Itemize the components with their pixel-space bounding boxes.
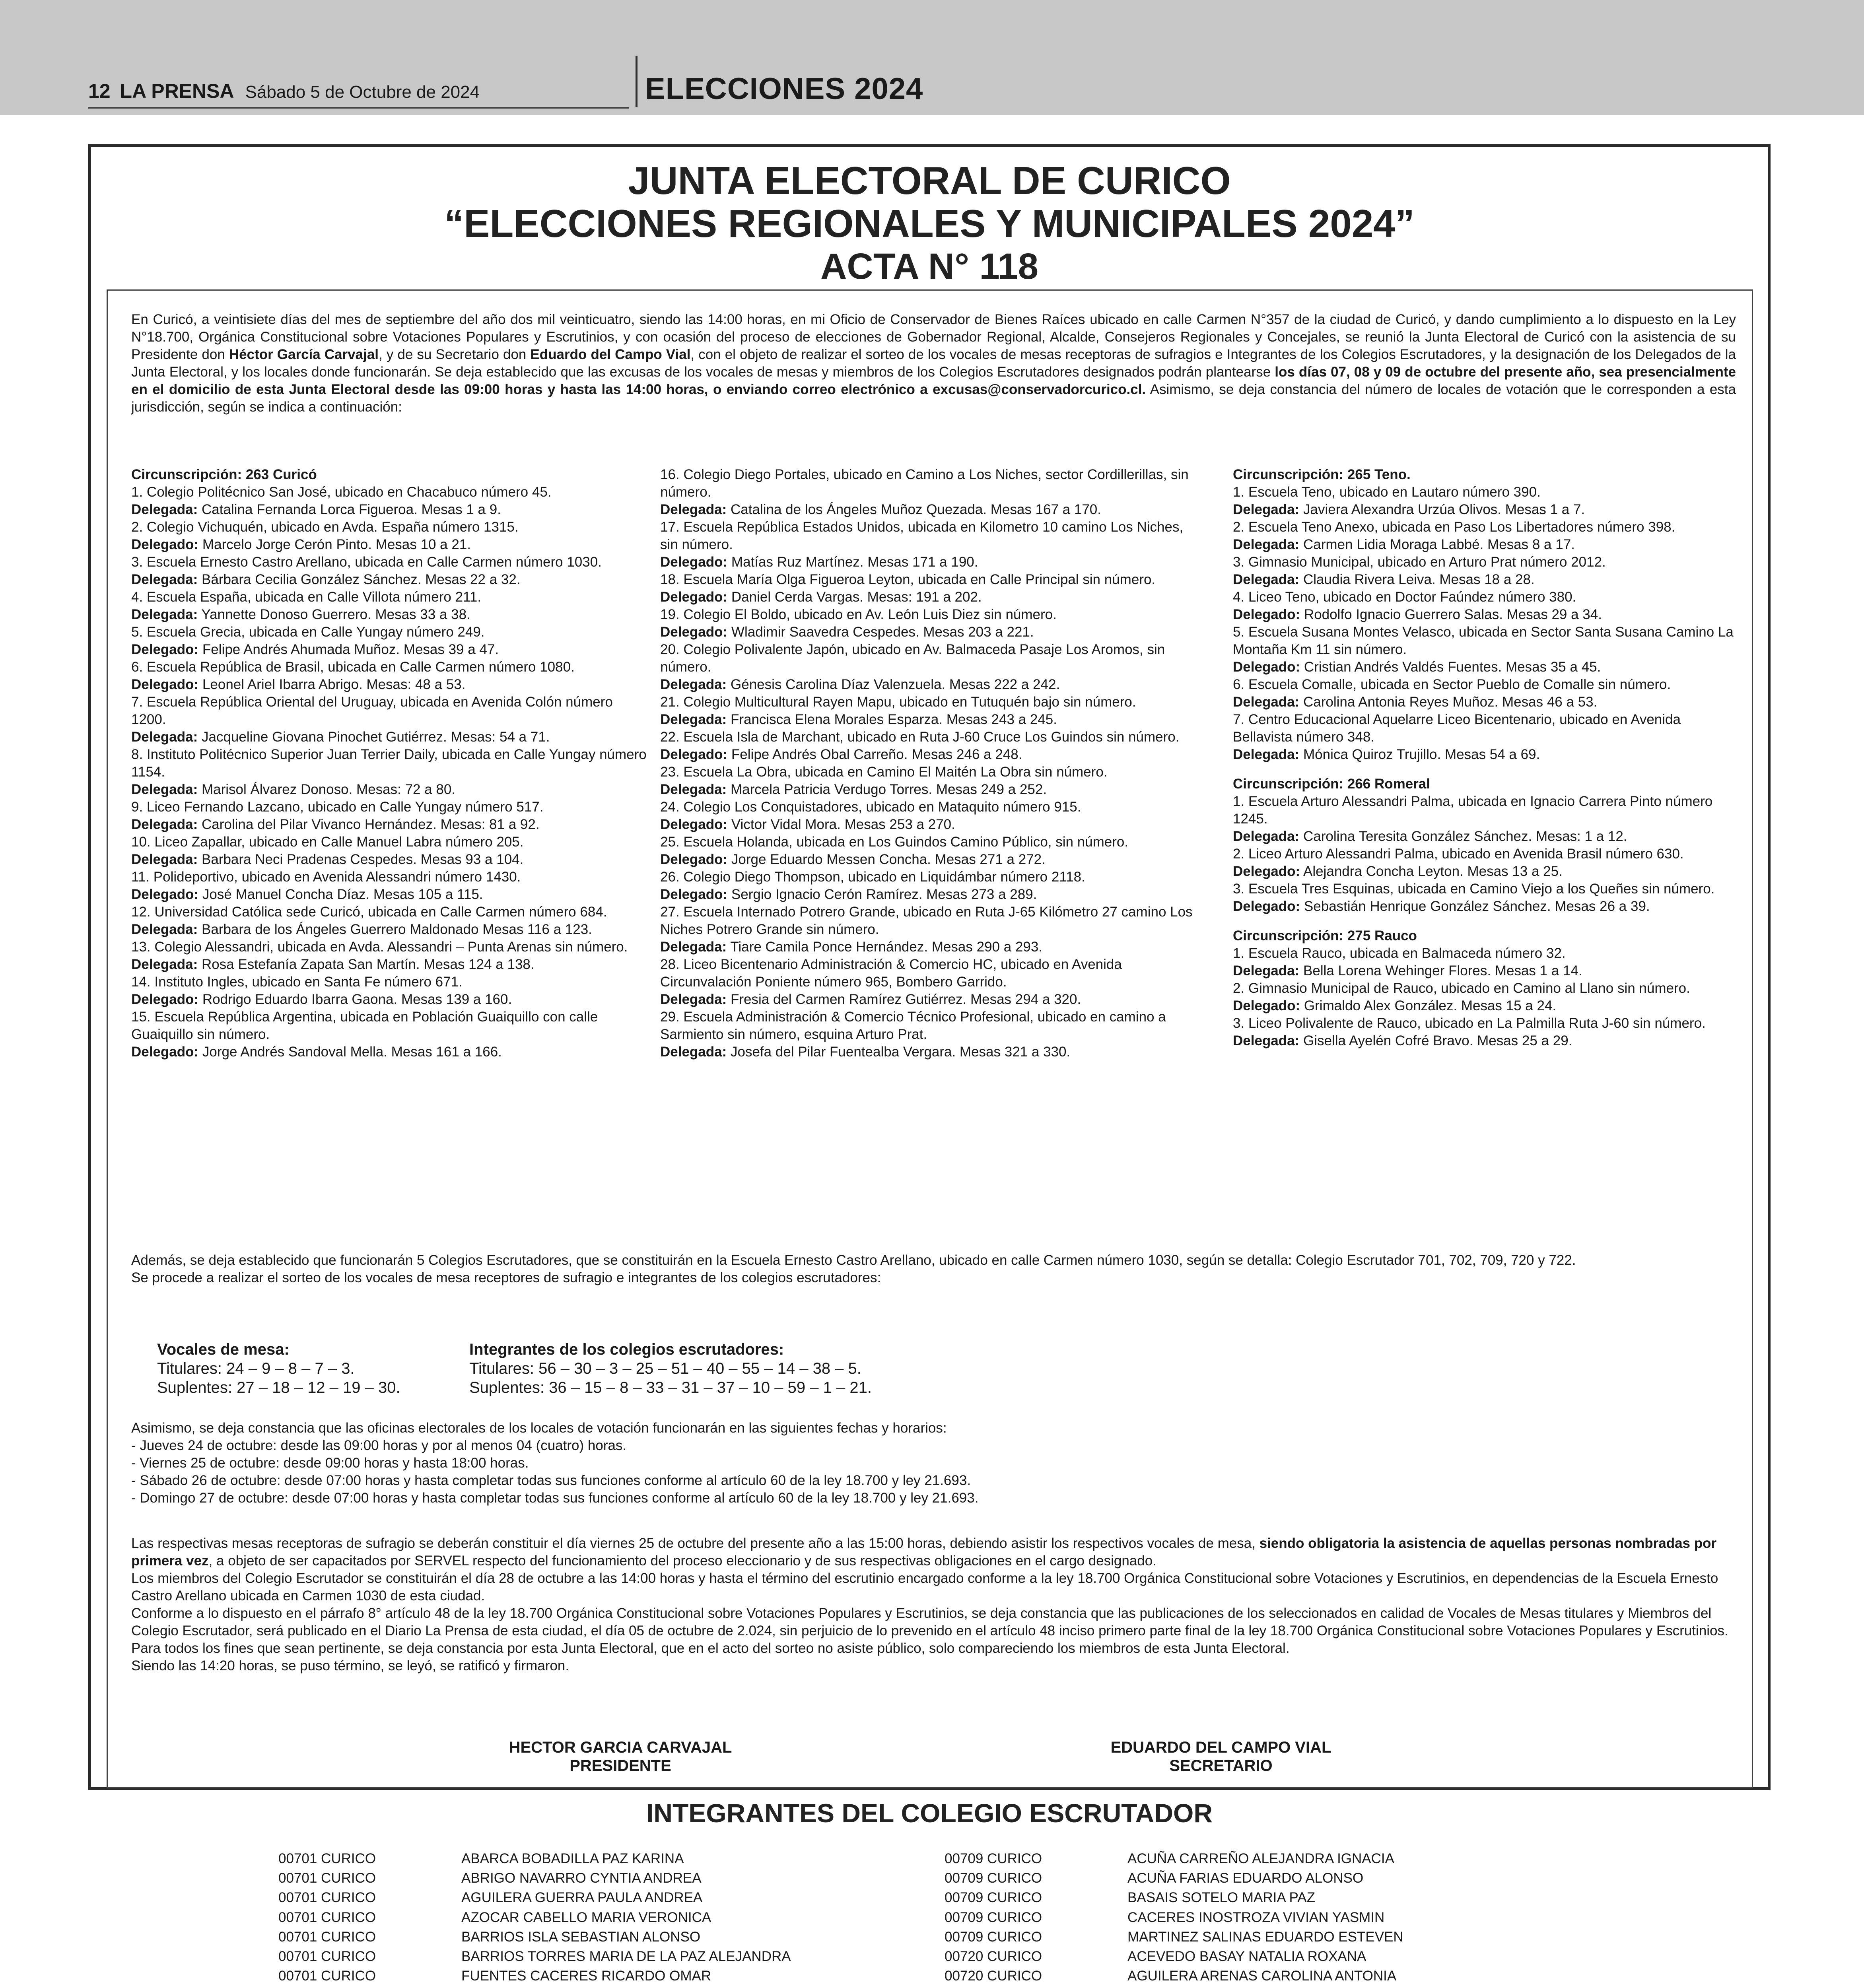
colegio-code: 00701 CURICO (278, 1870, 376, 1886)
delegate-label: Delegado: (131, 1044, 199, 1060)
delegate-details: Catalina de los Ángeles Muñoz Quezada. Mesas 167 a 170. (727, 502, 1101, 517)
delegate-line (1233, 606, 1738, 623)
delegate-details: Felipe Andrés Ahumada Muñoz. Mesas 39 a 47. (198, 642, 499, 657)
header-divider (636, 56, 638, 107)
delegate-label: Delegada: (131, 607, 198, 622)
polling-place: 17. Escuela República Estados Unidos, ubicada en Kilometro 10 camino Los Niches, sin número. (660, 519, 1184, 552)
delegate-details: Victor Vidal Mora. Mesas 253 a 270. (727, 817, 955, 832)
roster-row (945, 1849, 1457, 1868)
closing-bold: siendo obligatoria la asistencia de aquellas personas nombradas por primera vez (131, 1536, 1717, 1569)
polling-places-column-3 (1233, 466, 1738, 1050)
delegate-line (1233, 501, 1738, 518)
delegate-line (660, 623, 1203, 641)
closing-paragraphs (131, 1535, 1736, 1675)
delegate-line (131, 536, 648, 553)
delegate-label: Delegada: (131, 957, 198, 972)
intro-text: , con el objeto de realizar el sorteo de los vocales de mesas receptoras de sufragios e Integrantes de los Colegios Escrutadores, y la designación de los Delegados de la Junta Electoral, y los locales donde funcionarán. Se deja establecido que las excusas de los vocales de mesas y miembros de los Colegios Escrutadores designados podrán plantearse (131, 347, 1736, 380)
delegate-line (131, 921, 648, 938)
roster-row (278, 1888, 791, 1907)
delegate-line (660, 991, 1203, 1008)
colegio-code: 00709 CURICO (945, 1870, 1042, 1886)
delegate-line (660, 781, 1203, 798)
delegate-label: Delegado: (660, 852, 728, 867)
colegio-code: 00709 CURICO (945, 1890, 1042, 1906)
member-name: ABRIGO NAVARRO CYNTIA ANDREA (461, 1870, 702, 1886)
polling-place: 28. Liceo Bicentenario Administración & Comercio HC, ubicado en Avenida Circunvalación Poniente número 965, Bombero Garrido. (660, 957, 1122, 990)
delegate-details: Jacqueline Giovana Pinochet Gutiérrez. Mesas: 54 a 71. (198, 729, 550, 745)
integrantes-block (469, 1340, 872, 1397)
delegate-label: Delegado: (660, 589, 728, 605)
polling-place: 9. Liceo Fernando Lazcano, ubicado en Calle Yungay número 517. (131, 799, 544, 815)
polling-place: 21. Colegio Multicultural Rayen Mapu, ubicado en Tutuquén bajo sin número. (660, 694, 1136, 710)
circunscripcion-heading: Circunscripción: 265 Teno. (1233, 467, 1411, 482)
delegate-line (660, 676, 1203, 693)
delegate-details: Grimaldo Alex González. Mesas 15 a 24. (1300, 998, 1557, 1013)
delegate-details: Tiare Camila Ponce Hernández. Mesas 290 a 293. (727, 939, 1043, 955)
delegate-details: Daniel Cerda Vargas. Mesas: 191 a 202. (727, 589, 982, 605)
delegate-line (1233, 997, 1738, 1015)
acta-intro-paragraph (131, 311, 1736, 416)
vocales-heading: Vocales de mesa: (157, 1341, 290, 1358)
polling-place: 4. Liceo Teno, ubicado en Doctor Faúndez número 380. (1233, 589, 1576, 605)
delegate-line (660, 501, 1203, 518)
member-name: BASAIS SOTELO MARIA PAZ (1127, 1890, 1315, 1906)
delegate-label: Delegado: (1233, 864, 1300, 879)
colegio-code (945, 1986, 1127, 1988)
polling-place: 3. Escuela Ernesto Castro Arellano, ubicada en Calle Carmen número 1030. (131, 554, 602, 570)
member-name: FUENTES CACERES RICARDO OMAR (461, 1968, 711, 1984)
delegate-label: Delegado: (1233, 659, 1300, 675)
excuse-dates: los días 07, 08 y 09 de octubre del presente año, sea presencialmente en el domicilio de esta Junta Electoral desde las 09:00 horas y hasta las 14:00 horas, o enviando correo electrónico a excusas@conservadorcurico.cl. (131, 364, 1736, 397)
polling-place: 7. Centro Educacional Aquelarre Liceo Bicentenario, ubicado en Avenida Bellavista número 348. (1233, 712, 1681, 745)
delegate-line (131, 956, 648, 973)
delegate-label: Delegada: (131, 922, 198, 937)
delegate-line (131, 571, 648, 588)
delegate-line (660, 938, 1203, 956)
polling-place: 3. Gimnasio Municipal, ubicado en Arturo Prat número 2012. (1233, 554, 1606, 570)
polling-place: 8. Instituto Politécnico Superior Juan Terrier Daily, ubicada en Calle Yungay número 1154. (131, 747, 647, 780)
member-name: ACEVEDO BASAY NATALIA ROXANA (1127, 1949, 1366, 1965)
polling-place: 24. Colegio Los Conquistadores, ubicado en Mataquito número 915. (660, 799, 1081, 815)
issue-date: Sábado 5 de Octubre de 2024 (245, 82, 480, 102)
title-line-3: ACTA N° 118 (820, 246, 1039, 287)
signature-role: SECRETARIO (1169, 1757, 1273, 1774)
delegate-line (660, 588, 1203, 606)
delegate-line (1233, 658, 1738, 676)
delegate-label: Delegada: (1233, 963, 1300, 978)
delegate-label: Delegado: (131, 677, 199, 692)
delegate-line (131, 1043, 648, 1061)
delegate-line (131, 781, 648, 798)
delegate-details: Bella Lorena Wehinger Flores. Mesas 1 a 14. (1299, 963, 1582, 978)
president-name: Héctor García Carvajal (229, 347, 379, 362)
member-name: ABARCA BOBADILLA PAZ KARINA (461, 1851, 684, 1866)
delegate-line (131, 641, 648, 658)
delegate-line (1233, 693, 1738, 711)
polling-place: 6. Escuela República de Brasil, ubicada en Calle Carmen número 1080. (131, 659, 575, 675)
delegate-label: Delegada: (1233, 694, 1300, 710)
delegate-details: Wladimir Saavedra Cespedes. Mesas 203 a 221. (727, 624, 1034, 640)
roster-column-left (278, 1849, 791, 1988)
signature-role: PRESIDENTE (570, 1757, 671, 1774)
title-line-2: “ELECCIONES REGIONALES Y MUNICIPALES 2024” (444, 202, 1415, 245)
polling-place: 16. Colegio Diego Portales, ubicado en Camino a Los Niches, sector Cordillerillas, sin número. (660, 467, 1189, 500)
closing-text: Las respectivas mesas receptoras de sufragio se deberán constituir el día viernes 25 de octubre del presente año a las 15:00 horas, debiendo asistir los respectivos vocales de mesa, (131, 1536, 1260, 1551)
polling-place: 7. Escuela República Oriental del Uruguay, ubicada en Avenida Colón número 1200. (131, 694, 613, 727)
schedule-line: - Domingo 27 de octubre: desde 07:00 horas y hasta completar todas sus funciones conforme al artículo 60 de la ley 18.700 y ley 21.693. (131, 1490, 979, 1506)
spacer (1233, 763, 1738, 775)
delegate-details: Jorge Eduardo Messen Concha. Mesas 271 a 272. (727, 852, 1046, 867)
newspaper-name: LA PRENSA (120, 80, 234, 102)
title-line-1: JUNTA ELECTORAL DE CURICO (628, 159, 1231, 202)
integrantes-heading: Integrantes de los colegios escrutadores: (469, 1341, 784, 1358)
signature-name: HECTOR GARCIA CARVAJAL (509, 1739, 732, 1756)
intro-text: Asimismo, se deja constancia del número de locales de votación que le corresponden a esta jurisdicción, según se indica a continuación: (131, 382, 1736, 415)
delegate-details: Matías Ruz Martínez. Mesas 171 a 190. (727, 554, 978, 570)
polling-place: 4. Escuela España, ubicada en Calle Villota número 211. (131, 589, 482, 605)
member-name (461, 1986, 703, 1988)
polling-place: 26. Colegio Diego Thompson, ubicado en Liquidámbar número 2118. (660, 869, 1085, 885)
delegate-line (131, 501, 648, 518)
delegate-label: Delegada: (660, 782, 727, 797)
polling-place: 27. Escuela Internado Potrero Grande, ubicado en Ruta J-65 Kilómetro 27 camino Los Niches Potrero Grande sin número. (660, 904, 1193, 937)
roster-row (278, 1986, 791, 1988)
spacer (1233, 915, 1738, 927)
roster-row (945, 1868, 1457, 1888)
delegate-label: Delegado: (660, 747, 728, 762)
roster-row (278, 1868, 791, 1888)
colegios-paragraph (131, 1252, 1736, 1287)
delegate-details: Rodolfo Ignacio Guerrero Salas. Mesas 29 a 34. (1300, 607, 1602, 622)
delegate-details: Felipe Andrés Obal Carreño. Mesas 246 a 248. (727, 747, 1022, 762)
delegate-label: Delegada: (1233, 572, 1300, 587)
member-name: AGUILERA ARENAS CAROLINA ANTONIA (1127, 1968, 1397, 1984)
delegate-label: Delegada: (660, 1044, 727, 1060)
member-name: ACUÑA CARREÑO ALEJANDRA IGNACIA (1127, 1851, 1394, 1866)
polling-place: 5. Escuela Susana Montes Velasco, ubicada en Sector Santa Susana Camino La Montaña Km 11 sin número. (1233, 624, 1734, 657)
delegate-details: Francisca Elena Morales Esparza. Mesas 243 a 245. (727, 712, 1057, 727)
delegate-label: Delegada: (660, 502, 727, 517)
polling-place: 18. Escuela María Olga Figueroa Leyton, ubicada en Calle Principal sin número. (660, 572, 1156, 587)
delegate-details: Mónica Quiroz Trujillo. Mesas 54 a 69. (1299, 747, 1540, 762)
delegate-label: Delegada: (1233, 747, 1300, 762)
delegate-line (660, 816, 1203, 833)
member-name: AGUILERA GUERRA PAULA ANDREA (461, 1890, 703, 1906)
delegate-label: Delegada: (1233, 502, 1300, 517)
delegate-details: Gisella Ayelén Cofré Bravo. Mesas 25 a 29. (1299, 1033, 1572, 1048)
schedule-line: - Jueves 24 de octubre: desde las 09:00 horas y por al menos 04 (cuatro) horas. (131, 1438, 627, 1453)
polling-places-column-1 (131, 466, 648, 1061)
colegio-code: 00720 CURICO (945, 1949, 1042, 1965)
delegate-details: Carmen Lidia Moraga Labbé. Mesas 8 a 17. (1299, 537, 1575, 552)
delegate-details: Catalina Fernanda Lorca Figueroa. Mesas 1 a 9. (198, 502, 501, 517)
delegate-line (1233, 1032, 1738, 1050)
roster-row (945, 1927, 1457, 1947)
delegate-label: Delegada: (660, 712, 727, 727)
delegate-line (131, 728, 648, 746)
polling-place: 3. Escuela Tres Esquinas, ubicada en Camino Viejo a los Queñes sin número. (1233, 881, 1715, 897)
roster-row (278, 1849, 791, 1868)
polling-place: 3. Liceo Polivalente de Rauco, ubicado en La Palmilla Ruta J-60 sin número. (1233, 1015, 1706, 1031)
delegate-details: Barbara Neci Pradenas Cespedes. Mesas 93 a 104. (198, 852, 524, 867)
delegate-details: Marisol Álvarez Donoso. Mesas: 72 a 80. (198, 782, 456, 797)
delegate-line (1233, 746, 1738, 763)
vocales-titulares: Titulares: 24 – 9 – 8 – 7 – 3. (157, 1360, 355, 1377)
delegate-line (660, 851, 1203, 868)
delegate-label: Delegada: (1233, 537, 1300, 552)
roster-row (945, 1966, 1457, 1986)
delegate-line (660, 1043, 1203, 1061)
polling-place: 2. Gimnasio Municipal de Rauco, ubicado en Camino al Llano sin número. (1233, 980, 1690, 996)
header-rule (88, 107, 629, 109)
polling-place: 1. Colegio Politécnico San José, ubicado en Chacabuco número 45. (131, 484, 552, 500)
roster-row (945, 1908, 1457, 1927)
polling-place: 1. Escuela Arturo Alessandri Palma, ubicada en Ignacio Carrera Pinto número 1245. (1233, 794, 1713, 827)
delegate-line (660, 746, 1203, 763)
colegio-code: 00701 CURICO (278, 1851, 376, 1866)
colegio-code: 00701 CURICO (278, 1890, 376, 1906)
colegio-code: 00709 CURICO (945, 1929, 1042, 1945)
schedule-line: - Viernes 25 de octubre: desde 09:00 horas y hasta 18:00 horas. (131, 1455, 529, 1471)
vocales-block (157, 1340, 400, 1397)
delegate-line (660, 553, 1203, 571)
delegate-line (1233, 571, 1738, 588)
delegate-details: Cristian Andrés Valdés Fuentes. Mesas 35 a 45. (1300, 659, 1601, 675)
delegate-line (1233, 536, 1738, 553)
delegate-label: Delegada: (131, 502, 198, 517)
delegate-details: Josefa del Pilar Fuentealba Vergara. Mesas 321 a 330. (727, 1044, 1071, 1060)
polling-place: 22. Escuela Isla de Marchant, ubicado en Ruta J-60 Cruce Los Guindos sin número. (660, 729, 1180, 745)
polling-place: 20. Colegio Polivalente Japón, ubicado en Av. Balmaceda Pasaje Los Aromos, sin número. (660, 642, 1165, 675)
delegate-label: Delegado: (660, 817, 728, 832)
polling-place: 23. Escuela La Obra, ubicada en Camino El Maitén La Obra sin número. (660, 764, 1108, 780)
polling-place: 15. Escuela República Argentina, ubicada en Población Guaiquillo con calle Guaiquillo sin número. (131, 1009, 598, 1042)
delegate-details: Génesis Carolina Díaz Valenzuela. Mesas 222 a 242. (727, 677, 1060, 692)
closing-text: , a objeto de ser capacitados por SERVEL respecto del funcionamiento del proceso eleccionario y de sus respectivas obligaciones en el cargo designado. (208, 1553, 1156, 1569)
signature-secretary (1002, 1738, 1440, 1775)
page-folio (88, 80, 480, 103)
colegio-code: 00701 CURICO (278, 1949, 376, 1965)
polling-place: 29. Escuela Administración & Comercio Técnico Profesional, ubicado en camino a Sarmiento sin número, esquina Arturo Prat. (660, 1009, 1166, 1042)
delegate-details: Rodrigo Eduardo Ibarra Gaona. Mesas 139 a 160. (198, 992, 512, 1007)
delegate-details: Carolina Teresita González Sánchez. Mesas: 1 a 12. (1299, 829, 1627, 844)
delegate-line (131, 851, 648, 868)
roster-row (278, 1966, 791, 1986)
sorteo-text: Se procede a realizar el sorteo de los vocales de mesa receptores de sufragio e integrantes de los colegios escrutadores: (131, 1270, 881, 1285)
delegate-details: Yannette Donoso Guerrero. Mesas 33 a 38. (198, 607, 470, 622)
colegio-code: 00709 CURICO (945, 1909, 1042, 1925)
delegate-label: Delegada: (131, 782, 198, 797)
polling-place: 5. Escuela Grecia, ubicada en Calle Yungay número 249. (131, 624, 485, 640)
secretary-name: Eduardo del Campo Vial (530, 347, 691, 362)
member-name: AZOCAR CABELLO MARIA VERONICA (461, 1909, 711, 1925)
circunscripcion-heading: Circunscripción: 266 Romeral (1233, 776, 1430, 792)
delegate-details: Rosa Estefanía Zapata San Martín. Mesas 124 a 138. (198, 957, 535, 972)
roster-row (278, 1947, 791, 1966)
circunscripcion-heading: Circunscripción: 263 Curicó (131, 467, 317, 482)
delegate-line (131, 606, 648, 623)
delegate-details: Barbara de los Ángeles Guerrero Maldonado Mesas 116 a 123. (198, 922, 592, 937)
polling-place: 6. Escuela Comalle, ubicada en Sector Pueblo de Comalle sin número. (1233, 677, 1671, 692)
polling-place: 10. Liceo Zapallar, ubicado en Calle Manuel Labra número 205. (131, 834, 524, 850)
delegate-label: Delegado: (1233, 899, 1300, 914)
delegate-label: Delegado: (131, 992, 199, 1007)
roster-row (278, 1927, 791, 1947)
colegio-code: 00701 CURICO (278, 1929, 376, 1945)
delegate-label: Delegado: (131, 887, 199, 902)
delegate-details: José Manuel Concha Díaz. Mesas 105 a 115. (198, 887, 483, 902)
closing-publicacion: Conforme a lo dispuesto en el párrafo 8° artículo 48 de la ley 18.700 Orgánica Constitucional sobre Votaciones Populares y Escrutinios, se deja constancia que las publicaciones de los seleccionados en calidad de Vocales de Mesas titulares y Miembros del Colegio Escrutador, será publicado en el Diario La Prensa de esta ciudad, el día 05 de octubre de 2.024, sin perjuicio de lo prevenido en el artículo 48 inciso primero parte final de la ley 18.700 Orgánica Constitucional sobre Votaciones Populares y Escrutinios. (131, 1606, 1728, 1639)
polling-place: 1. Escuela Teno, ubicado en Lautaro número 390. (1233, 484, 1541, 500)
colegio-code: 00709 CURICO (945, 1851, 1042, 1866)
delegate-details: Fresia del Carmen Ramírez Gutiérrez. Mesas 294 a 320. (727, 992, 1081, 1007)
delegate-label: Delegada: (660, 939, 727, 955)
integrantes-titulares: Titulares: 56 – 30 – 3 – 25 – 51 – 40 – 55 – 14 – 38 – 5. (469, 1360, 861, 1377)
schedule-line: Asimismo, se deja constancia que las oficinas electorales de los locales de votación funcionarán en las siguientes fechas y horarios: (131, 1420, 947, 1436)
delegate-line (1233, 898, 1738, 915)
colegio-code: 00720 CURICO (945, 1968, 1042, 1984)
member-name: BARRIOS ISLA SEBASTIAN ALONSO (461, 1929, 701, 1945)
delegate-details: Claudia Rivera Leiva. Mesas 18 a 28. (1299, 572, 1535, 587)
delegate-label: Delegado: (131, 537, 199, 552)
delegate-line (131, 816, 648, 833)
polling-places-column-2 (660, 466, 1203, 1061)
delegate-line (1233, 828, 1738, 845)
delegate-details: Sebastián Henrique González Sánchez. Mesas 26 a 39. (1300, 899, 1650, 914)
polling-place: 2. Colegio Vichuquén, ubicado en Avda. España número 1315. (131, 519, 519, 535)
polling-place: 2. Escuela Teno Anexo, ubicada en Paso Los Libertadores número 398. (1233, 519, 1675, 535)
intro-text: En Curicó, a veintisiete días del mes de septiembre del año dos mil veinticuatro, siendo las 14:00 horas, en mi Oficio de Conservador de Bienes Raíces ubicado en calle Carmen N°357 de la ciudad de Curicó, y dando cumplimiento a lo dispuesto en la Ley N°18.700, Orgánica Constitucional sobre Votaciones Populares y Escrutinios, y con ocasión del proceso de elecciones de Gobernador Regional, Alcalde, Consejeros Regionales y Concejales, se reunió la Junta Electoral de Curicó con la asistencia de su Presidente don (131, 312, 1736, 362)
polling-place: 13. Colegio Alessandri, ubicada en Avda. Alessandri – Punta Arenas sin número. (131, 939, 628, 955)
intro-text: , y de su Secretario don (379, 347, 531, 362)
member-name: BARRIOS TORRES MARIA DE LA PAZ ALEJANDRA (461, 1949, 791, 1965)
delegate-details: Marcela Patricia Verdugo Torres. Mesas 249 a 252. (727, 782, 1047, 797)
delegate-label: Delegado: (660, 554, 728, 570)
roster-row (945, 1947, 1457, 1966)
member-name: MARTINEZ SALINAS EDUARDO ESTEVEN (1127, 1929, 1403, 1945)
delegate-label: Delegada: (660, 677, 727, 692)
roster-title: INTEGRANTES DEL COLEGIO ESCRUTADOR (646, 1798, 1213, 1828)
delegate-label: Delegada: (660, 992, 727, 1007)
polling-place: 14. Instituto Ingles, ubicado en Santa Fe número 671. (131, 974, 463, 990)
delegate-line (1233, 962, 1738, 980)
delegate-details: Carolina del Pilar Vivanco Hernández. Mesas: 81 a 92. (198, 817, 540, 832)
delegate-details: Carolina Antonia Reyes Muñoz. Mesas 46 a 53. (1299, 694, 1598, 710)
closing-termino: Siendo las 14:20 horas, se puso término, se leyó, se ratificó y firmaron. (131, 1658, 570, 1673)
closing-colegio: Los miembros del Colegio Escrutador se constituirán el día 28 de octubre a las 14:00 horas y hasta el término del escrutinio encargado conforme a la ley 18.700 Orgánica Constitucional sobre Votaciones y Escrutinios, en dependencias de la Escuela Ernesto Castro Arellano ubicada en Carmen 1030 de esta ciudad. (131, 1571, 1718, 1604)
delegate-details: Javiera Alexandra Urzúa Olivos. Mesas 1 a 7. (1299, 502, 1585, 517)
delegate-line (131, 676, 648, 693)
roster-column-right (945, 1849, 1457, 1988)
circunscripcion-heading: Circunscripción: 275 Rauco (1233, 928, 1417, 944)
delegate-label: Delegada: (1233, 829, 1300, 844)
polling-place: 2. Liceo Arturo Alessandri Palma, ubicado en Avenida Brasil número 630. (1233, 846, 1684, 862)
roster-row (278, 1908, 791, 1927)
schedule-paragraph (131, 1419, 1736, 1507)
section-title: ELECCIONES 2024 (645, 72, 923, 106)
signature-name: EDUARDO DEL CAMPO VIAL (1110, 1739, 1331, 1756)
delegate-details: Bárbara Cecilia González Sánchez. Mesas 22 a 32. (198, 572, 521, 587)
delegate-line (660, 711, 1203, 728)
delegate-label: Delegada: (1233, 1033, 1300, 1048)
colegios-text: Además, se deja establecido que funcionarán 5 Colegios Escrutadores, que se constituirán en la Escuela Ernesto Castro Arellano, ubicado en calle Carmen número 1030, según se detalla: Colegio Escrutador 701, 702, 709, 720 y 722. (131, 1252, 1576, 1268)
polling-place: 19. Colegio El Boldo, ubicado en Av. León Luis Diez sin número. (660, 607, 1057, 622)
colegio-code: 00701 CURICO (278, 1968, 376, 1984)
delegate-label: Delegada: (131, 817, 198, 832)
integrantes-suplentes: Suplentes: 36 – 15 – 8 – 33 – 31 – 37 – 10 – 59 – 1 – 21. (469, 1379, 872, 1396)
colegio-code: 00701 CURICO (278, 1909, 376, 1925)
schedule-line: - Sábado 26 de octubre: desde 07:00 horas y hasta completar todas sus funciones conforme al artículo 60 de la ley 18.700 y ley 21.693. (131, 1473, 971, 1488)
delegate-details: Sergio Ignacio Cerón Ramírez. Mesas 273 a 289. (727, 887, 1037, 902)
delegate-line (131, 991, 648, 1008)
member-name: CACERES INOSTROZA VIVIAN YASMIN (1127, 1909, 1385, 1925)
delegate-details: Leonel Ariel Ibarra Abrigo. Mesas: 48 a 53. (198, 677, 466, 692)
vocales-suplentes: Suplentes: 27 – 18 – 12 – 19 – 30. (157, 1379, 400, 1396)
signature-president (402, 1738, 839, 1775)
roster-row (945, 1986, 1457, 1988)
delegate-label: Delegado: (660, 887, 728, 902)
polling-place: 11. Polideportivo, ubicado en Avenida Alessandri número 1430. (131, 869, 521, 885)
colegio-code (278, 1986, 461, 1988)
delegate-label: Delegada: (131, 729, 198, 745)
delegate-details: Alejandra Concha Leyton. Mesas 13 a 25. (1300, 864, 1563, 879)
delegate-line (1233, 863, 1738, 880)
closing-mesas (131, 1535, 1736, 1570)
polling-place: 25. Escuela Holanda, ubicada en Los Guindos Camino Público, sin número. (660, 834, 1129, 850)
delegate-line (131, 886, 648, 903)
delegate-details: Marcelo Jorge Cerón Pinto. Mesas 10 a 21. (198, 537, 471, 552)
delegate-label: Delegada: (131, 572, 198, 587)
delegate-label: Delegado: (1233, 998, 1300, 1013)
delegate-label: Delegada: (131, 852, 198, 867)
delegate-label: Delegado: (660, 624, 728, 640)
member-name: ACUÑA FARIAS EDUARDO ALONSO (1127, 1870, 1364, 1886)
delegate-line (660, 886, 1203, 903)
polling-place: 1. Escuela Rauco, ubicada en Balmaceda número 32. (1233, 945, 1566, 961)
member-name (1127, 1986, 1389, 1988)
closing-publico: Para todos los fines que sean pertinente, se deja constancia por esta Junta Electoral, que en el acto del sorteo no asiste público, solo compareciendo los miembros de esta Junta Electoral. (131, 1640, 1290, 1656)
delegate-details: Jorge Andrés Sandoval Mella. Mesas 161 a 166. (198, 1044, 502, 1060)
page-number: 12 (88, 80, 111, 102)
delegate-label: Delegado: (131, 642, 199, 657)
polling-place: 12. Universidad Católica sede Curicó, ubicada en Calle Carmen número 684. (131, 904, 607, 920)
roster-row (945, 1888, 1457, 1907)
delegate-label: Delegado: (1233, 607, 1300, 622)
